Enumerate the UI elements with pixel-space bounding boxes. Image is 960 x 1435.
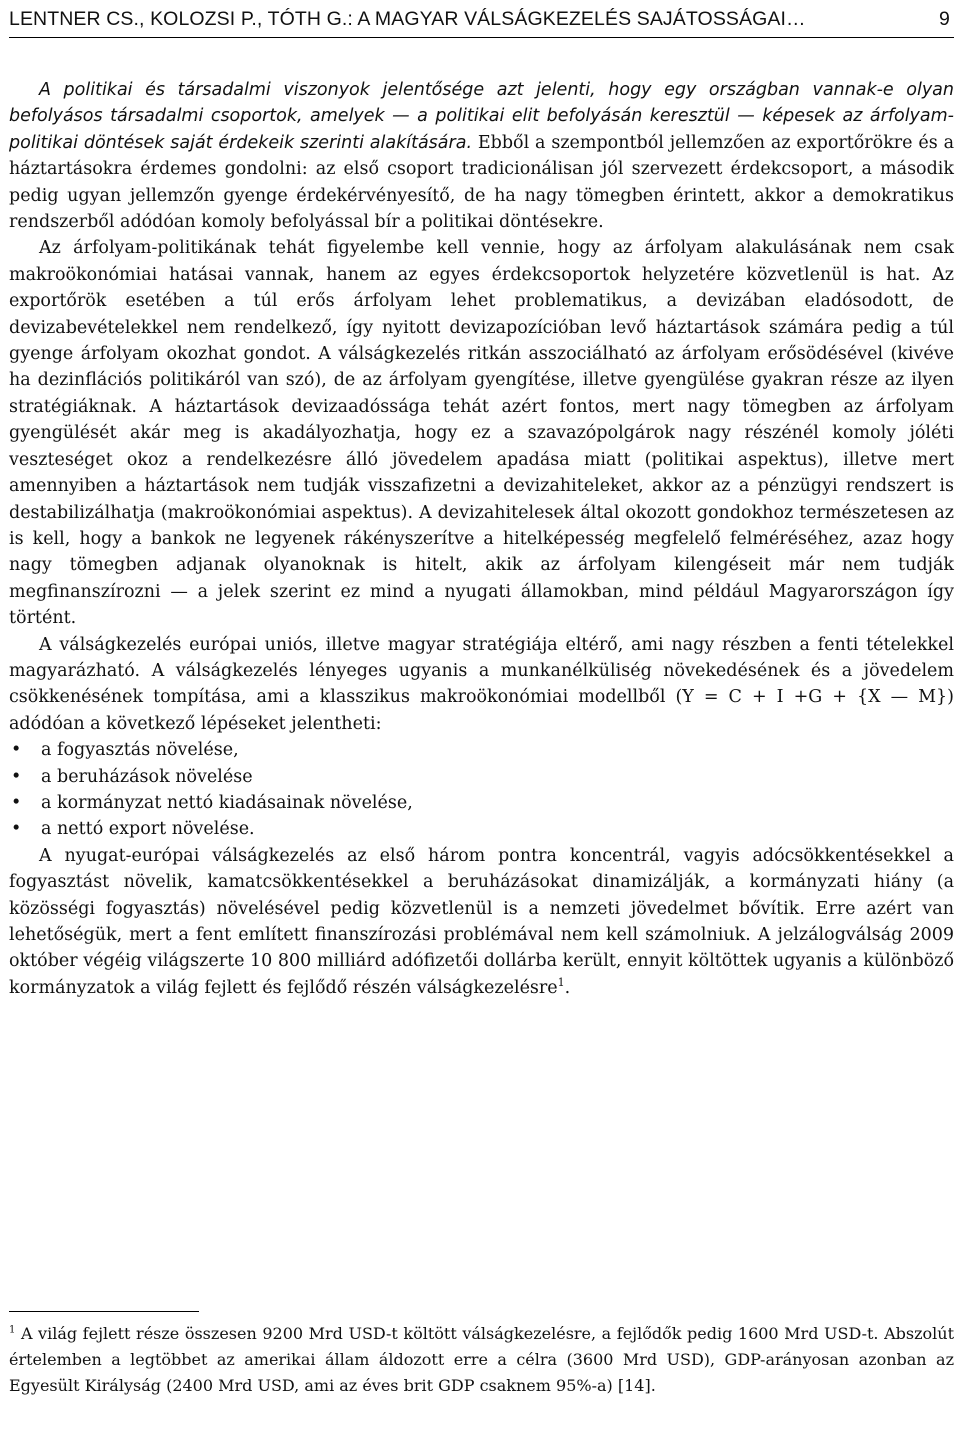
paragraph-1 — [9, 77, 954, 235]
paragraph-3: A válságkezelés európai uniós, illetve magyar stratégiája eltérő, ami nagy részben a fenti tételekkel magyarázható. A válságkezelés lényeges ugyanis a munkanélküliség növekedésének és a jövedelem csökkenésének tompítása, ami a klasszikus makroökonómiai modellből (Y = C + I +G + {X — M}) adódóan a következő lépéseket jelentheti: — [9, 634, 954, 734]
p1-mid-2: képesek az árfolyam-politikai döntések saját érdekeik szerinti alakítására. — [9, 106, 954, 153]
body-text — [9, 77, 954, 1001]
list-item — [9, 790, 954, 816]
p1-rest: Ebből a szempontból jellemzően az exportőrökre és a háztartásokra érdemes gondolni: az első csoport tradicionálisan jól szervezett érdekcsoport, a második pedig ugyan jellemzőn gyenge érdekérvényesítő, de ha nagy tömegben érintett, akkor a demokratikus rendszerből adódóan komoly befolyással bír a politikai döntésekre. — [9, 132, 955, 233]
running-header — [9, 0, 954, 38]
list-item-text: a fogyasztás növelése, — [41, 740, 239, 761]
p1-intro: A politikai és társadalmi viszonyok jelentősége azt jelenti, hogy egy országban vannak-e olyan befolyásos társadalmi csoportok, amelyek — [9, 80, 954, 127]
p1-dash-1: — — [392, 106, 410, 127]
bullet-icon: • — [11, 766, 22, 787]
paragraph-4 — [9, 843, 954, 1001]
list-item — [9, 764, 954, 790]
p1-mid-1: a politikai elit befolyásán keresztül — [409, 106, 738, 127]
p4-end: . — [564, 977, 571, 998]
list-item — [9, 737, 954, 763]
list-item-text: a nettó export növelése. — [41, 819, 255, 840]
p4-text: A nyugat-európai válságkezelés az első három pontra koncentrál, vagyis adócsökkentésekkel a fogyasztást növelik, kamatcsökkentésekkel a beruházásokat dinamizálják, a kormányzati hiány (a közösségi fogyasztás) növelésével pedig közvetlenül is a nemzeti jövedelmet bővítik. Erre azért van lehetőségük, mert a fent említett finanszírozási problémával nem kell számolniuk. A jelzálogválság 2009 október végéig világszerte 10 800 milliárd adófizetői dollárba került, ennyit költöttek ugyanis a különböző kormányzatok a világ fejlett és fejlődő részén válságkezelésre — [9, 845, 954, 998]
list-item-text: a kormányzat nettó kiadásainak növelése, — [41, 792, 413, 813]
bullet-icon: • — [11, 792, 22, 813]
footnote-marker: 1 — [9, 1324, 16, 1336]
footnote-divider — [9, 1311, 199, 1312]
paragraph-2: Az árfolyam-politikának tehát figyelembe kell vennie, hogy az árfolyam alakulásának nem csak makroökonómiai hatásai vannak, hanem az egyes érdekcsoportok helyzetére közvetlenül is hat. Az exportőrök esetében a túl erős árfolyam lehet problematikus, a devizában eladósodott, de devizabevételekkel nem rendelkező, így nyitott devizapozícióban levő háztartások számára pedig a túl gyenge árfolyam okozhat gondot. A válságkezelés ritkán asszociálható az árfolyam erősödésével (kivéve ha dezinflációs politikáról van szó), de az árfolyam gyengítése, illetve gyengülése gyakran része az ilyen stratégiáknak. A háztartások devizaadóssága tehát azért fontos, mert nagy tömegben az árfolyam gyengülését akár meg is akadályozhatja, hogy ez a szavazópolgárok nagy részénél komoly jóléti veszteséget okoz a rendelkezésre álló jövedelem apadása miatt (politikai aspektus), illetve mert amennyiben a háztartások nem tudják visszafizetni a devizahiteleket, akkor az a pénzügyi rendszert is destabilizálhatja (makroökonómiai aspektus). A devizahitelesek által okozott gondokhoz természetesen az is kell, hogy a bankok ne legyenek rákényszerítve a hitelképesség megfelelő felméréséhez, azaz hogy nagy tömegben adjanak olyanoknak is hitelt, akik az árfolyam kilengéseit már nem tudják megfinanszírozni — a jelek szerint ez mind a nyugati államokban, mind például Magyarországon így történt. — [9, 238, 954, 629]
list-item-text: a beruházások növelése — [41, 766, 253, 787]
p1-dash-2: — — [737, 106, 755, 127]
bullet-icon: • — [11, 819, 22, 840]
page-number: 9 — [939, 8, 950, 30]
footnote — [9, 1321, 954, 1399]
bullet-icon: • — [11, 740, 22, 761]
footnote-reference[interactable]: 1 — [557, 975, 565, 989]
bullet-list — [9, 737, 954, 843]
running-title: LENTNER CS., KOLOZSI P., TÓTH G.: A MAGYAR VÁLSÁGKEZELÉS SAJÁTOSSÁGAI… — [9, 8, 806, 30]
footnote-text: A világ fejlett része összesen 9200 Mrd USD-t költött válságkezelésre, a fejlődők pedig 1600 Mrd USD-t. Abszolút értelemben a legtöbbet az amerikai állam áldozott erre a célra (3600 Mrd USD), GDP-arányosan azonban az Egyesült Királyság (2400 Mrd USD, ami az éves brit GDP csaknem 95%-a) [14]. — [9, 1324, 954, 1395]
list-item — [9, 816, 954, 842]
